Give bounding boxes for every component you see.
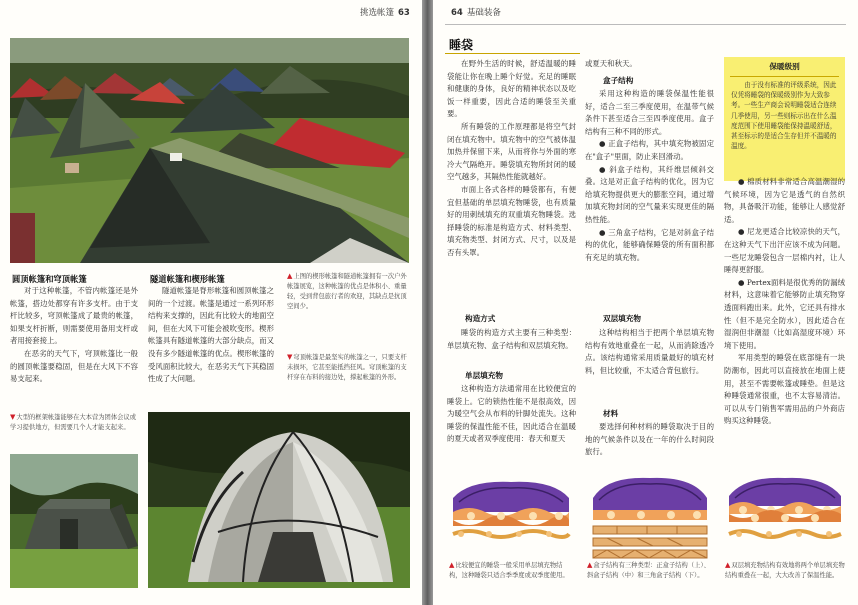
frame-tent-photo: [10, 454, 138, 588]
double-fill-caption-text: 双层填充物结构有效地将两个单层填充物结构重叠在一起，大大改善了保温性能。: [725, 562, 845, 579]
book-gutter: [422, 0, 433, 605]
warmth-rating-note: [724, 57, 845, 181]
dome-tents-paragraph-1: 对于这种帐篷，不管内帐篷还是外帐篷，搭边处都穿有许多支杆。由于支杆比较多，穹顶帐篷成了最贵的帐篷，如果支杆折断，则需要使用备用支杆或者用接套接上。: [10, 286, 138, 346]
box-type-straight: ● 正盒子结构，其中填充物被固定在"盒子"里面，防止来回滑动。: [585, 139, 714, 161]
page-number: 64: [451, 8, 463, 18]
intro-paragraph-2: 所有睡袋的工作原理都是将空气封闭在填充物中。填充物中的空气被体温加热并保留下来，从而将你与外面的寒冷大气隔绝开。睡袋填充物所封闭的暖空气越多，其隔热性能就越好。: [447, 121, 576, 182]
sleeping-bag-intro: [447, 58, 576, 260]
chapter-title: 挑选帐篷: [360, 8, 395, 18]
single-fill-caption-text: 比较便宜的睡袋一般采用单层填充物结构，这种睡袋只适合季季度或双季度使用。: [449, 562, 569, 579]
wedge-tents-caption-text: 上图的楔形帐篷和隧道帐篷拥有一次户外帐篷展览，这种帐篷的优点是体积小、重量轻，受到背包旅行者的欢迎，其缺点是抗顶空间少。: [287, 273, 407, 310]
box-structure-heading: 盒子结构: [603, 76, 634, 85]
right-page: [433, 0, 858, 605]
dome-tents-paragraph-2: 在恶劣的天气下，穹顶帐篷比一般的圆顶帐篷要稳固，但是在大风下不容易支起来。: [10, 348, 138, 384]
fabric-cotton: ● 棉质材料非常适合高温潮湿的气候环境，因为它是透气的自然织物，具备吸汗功能，能够让人感觉舒适。: [724, 177, 845, 224]
dome-tent-caption: ▼穹顶帐篷是最坚实的帐篷之一，只要支杆未损坏，它甚至能抵挡狂风。穹顶帐篷的支杆穿在布料的接边处，撑起帐篷的外形。: [287, 353, 407, 381]
tunnel-tents-paragraph: 隧道帐篷是脊形帐篷和圆顶帐篷之间的一个过渡。帐篷是通过一系列环形结构来支撑的，因此有比较大的地面空间，但在大风下可能会被吹变形。楔形帐篷具有隧道帐篷的大部分缺点，而又没有多少隧道帐篷的优点。楔形帐篷的受风面积比较大，在恶劣天气下其稳固性成了大问题。: [148, 286, 274, 384]
section-rule: [445, 53, 580, 54]
tents-camp-photo: [10, 38, 409, 263]
dome-tent-photo: [148, 412, 410, 588]
box-type-triangle: ● 三角盒子结构，它是对斜盒子结构的优化，能够确保睡袋的所有面积都有充足的填充物。: [585, 227, 714, 262]
frame-tent-caption: ▼大型的框架帐篷能够在大本营为团体会议或学习提供地方，但需要几个人才能支起来。: [10, 413, 137, 431]
intro-paragraph-3: 市面上各式各样的睡袋都有，有便宜但基础的单层填充物睡袋，也有质量好的用刺绒填充的双重填充物睡袋。选择睡袋的标准是构造方式、材料类型、填充物类型、封闭方式、尺寸，以及是否有头罩。: [447, 184, 576, 257]
left-page: [0, 0, 422, 605]
fabric-nylon: ● 尼龙更适合比较凉快的天气，在这种天气下出汗应该不成为问题。一些尼龙睡袋包含一层棉内衬，让人睡得更舒服。: [724, 227, 845, 275]
materials-paragraph: 要选择何种材料的睡袋取决于目的地的气候条件以及在一年的什么时间段旅行。: [585, 422, 714, 457]
header-rule: [445, 24, 846, 25]
single-fill-diagram: [449, 478, 573, 552]
double-fill-heading: 双层填充物: [603, 314, 641, 323]
dome-tents-heading: 圆顶帐篷和穹顶帐篷: [12, 274, 87, 284]
fabric-materials-text: [724, 176, 845, 428]
single-fill-caption: ▲比较便宜的睡袋一般采用单层填充物结构，这种睡袋只适合季季度或双季度使用。: [449, 561, 569, 579]
note-title: 保暖级别: [769, 62, 800, 71]
dome-tent-caption-text: 穹顶帐篷是最坚实的帐篷之一，只要支杆未损坏，它甚至能抵挡狂风。穹顶帐篷的支杆穿在布料的接边处，撑起帐篷的外形。: [287, 354, 407, 381]
running-head-right: [447, 6, 501, 22]
note-text: 由于没有标准的评级系统，因此仅凭将睡袋的保暖级别作为大致参考。一些生产商会说明睡袋适合连续几季使用，另一些则标示出在什么温度范围下使用睡袋能保持温暖舒适，甚至标示的是适合生存但并不温暖的温度。: [731, 81, 837, 151]
box-structure-caption-text: 盒子结构有三种类型：正盒子结构（上）、斜盒子结构（中）和三角盒子结构（下）。: [587, 562, 710, 579]
single-fill-heading: 单层填充物: [465, 371, 503, 380]
intro-paragraph-1: 在野外生活的时候，舒适温暖的睡袋能让你在晚上睡个好觉。充足的睡眠和健康的身体，良好的精神状态以及吃饭一样重要，因此合适的睡袋至关重要。: [447, 59, 576, 119]
col2-continuation: [585, 58, 714, 71]
double-fill-caption: ▲双层填充物结构有效地将两个单层填充物结构重叠在一起，大大改善了保温性能。: [725, 561, 845, 579]
box-structure-text: [585, 88, 714, 264]
box-structure-diagram: [587, 474, 713, 564]
box-type-slant: ● 斜盒子结构，其纤维层倾斜交叠。这是对正盒子结构的优化，因为它给填充物提供更大的膨胀空间，通过增加填充物封闭的空气量来实现更佳的隔热性能。: [585, 164, 714, 224]
page-number: 63: [398, 8, 410, 18]
dome-tents-text: [10, 285, 138, 386]
materials-heading: 材料: [603, 409, 619, 418]
tunnel-tents-heading: 隧道帐篷和楔形帐篷: [150, 274, 225, 284]
fabric-pertex: ● Pertex面料是很优秀的防漏绒材料，这意味着它能够防止填充物穿透面料跑出来。此外，它还具有排水性（但不是完全防水），因此适合在湿润但非潮湿（比如高湿度环境）环境下使用。: [724, 277, 845, 350]
chapter-title: 基础装备: [466, 8, 501, 18]
double-fill-diagram: [725, 474, 845, 550]
box-structure-paragraph: 采用这种构造的睡袋保温性能很好，适合二至三季度使用，在温带气候条件下甚至适合三至四季度使用。盒子结构有三种不同的形式。: [585, 89, 714, 136]
note-rule: [730, 76, 839, 77]
running-head-left: [360, 6, 414, 22]
wedge-tents-caption: ▲上图的楔形帐篷和隧道帐篷拥有一次户外帐篷展览，这种帐篷的优点是体积小、重量轻，受到背包旅行者的欢迎，其缺点是抗顶空间少。: [287, 272, 407, 310]
box-structure-caption: ▲盒子结构有三种类型：正盒子结构（上）、斜盒子结构（中）和三角盒子结构（下）。: [587, 561, 710, 579]
double-fill-text: [585, 327, 714, 377]
materials-text: [585, 421, 714, 459]
single-fill-text: [447, 383, 576, 446]
section-title: 睡袋: [449, 38, 474, 52]
tunnel-tents-text: [148, 285, 274, 386]
double-fill-paragraph: 这种结构相当于把两个单层填充物结构有效地重叠在一起，从而消除透冷点。该结构通常采用质量最好的填充材料，但比较重，不太适合背包旅行。: [585, 328, 714, 375]
construction-heading: 构造方式: [465, 314, 496, 323]
frame-tent-caption-text: 大型的框架帐篷能够在大本营为团体会议或学习提供地方，但需要几个人才能支起来。: [10, 414, 137, 431]
military-bag-paragraph: 军用类型的睡袋在底部缝有一块防潮布，因此可以直接放在地面上使用，甚至不需要帐篷或睡垫。但是这种睡袋通常很重，也不太容易清洁。可以从专门销售军需用品的户外商店购买这种睡袋。: [724, 353, 845, 426]
construction-paragraph: 睡袋的构造方式主要有三种类型：单层填充物、盒子结构和双层填充物。: [447, 328, 576, 350]
single-fill-paragraph: 这种构造方法通常用在比较便宜的睡袋上。它的锁热性能不是很高效，因为暖空气会从布料的针脚处流失。这种睡袋的保温性能不佳，因此适合在温暖的夏天或者双季度使用：春天和夏天: [447, 384, 576, 444]
continuation-text: 或夏天和秋天。: [585, 59, 637, 68]
construction-text: [447, 327, 576, 352]
